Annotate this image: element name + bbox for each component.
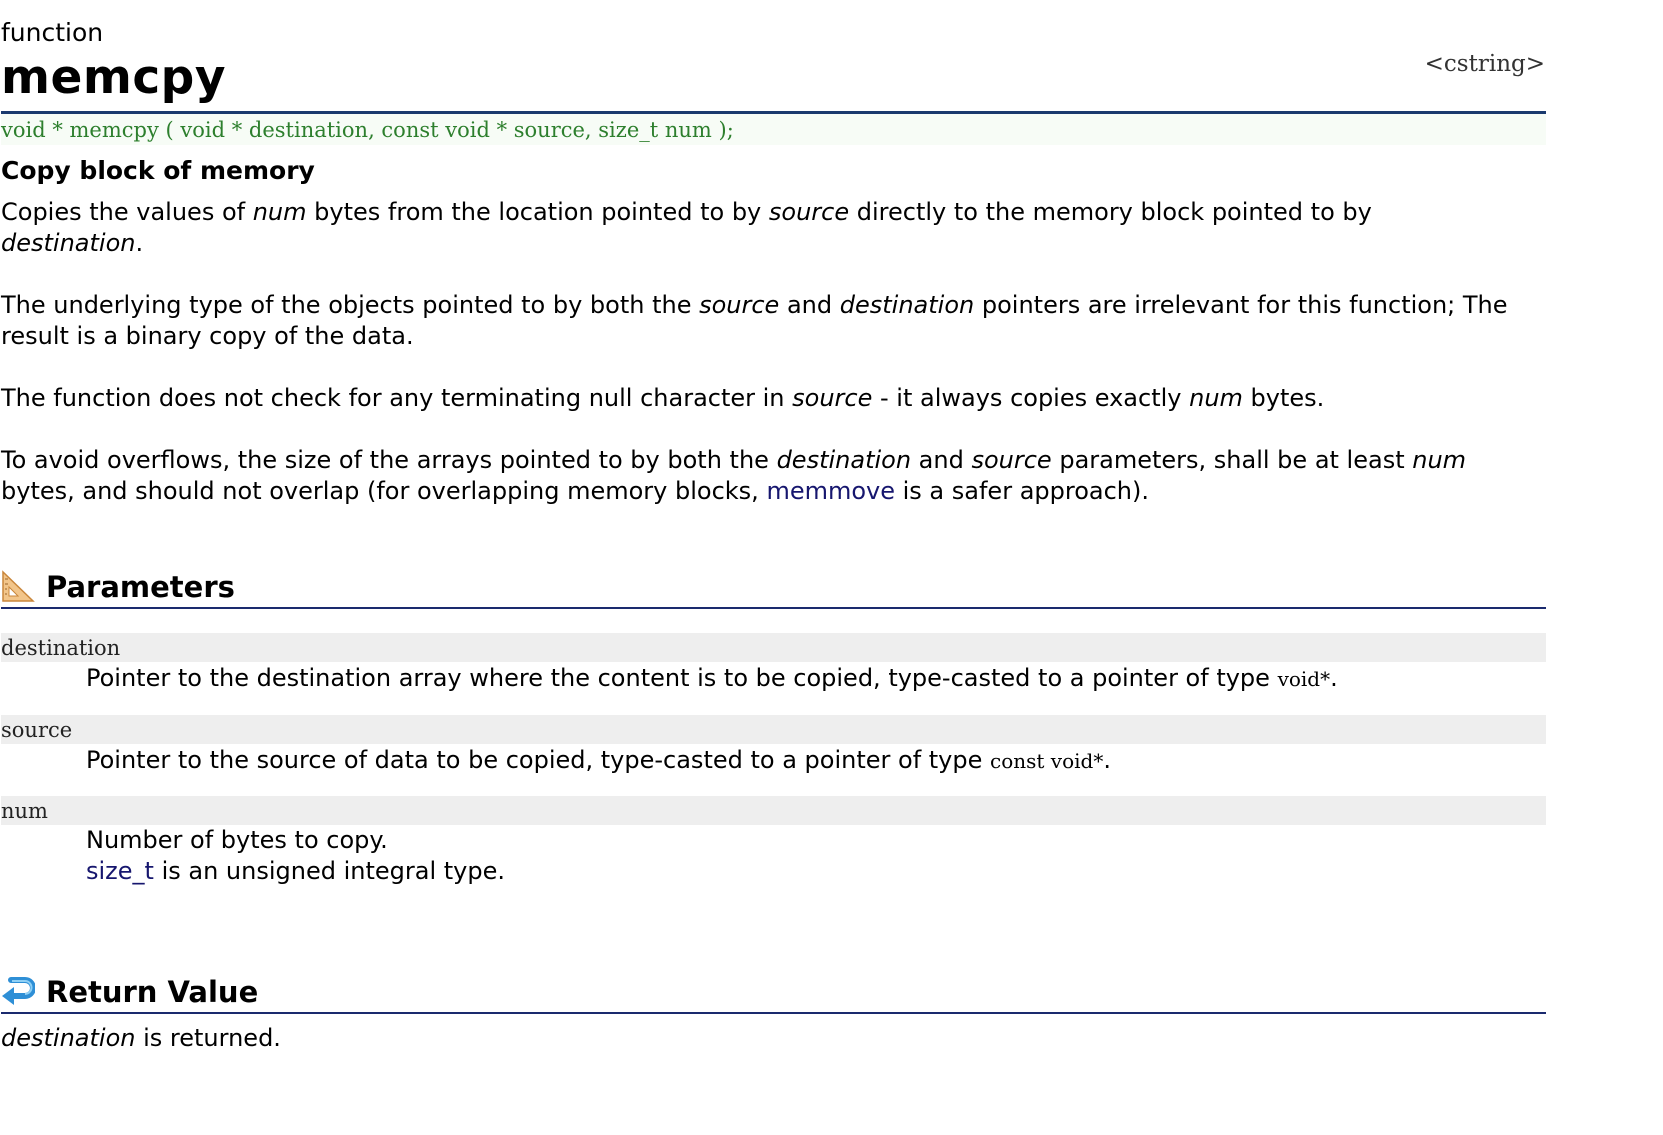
param-name-source: source (1, 715, 1546, 744)
text: - it always copies exactly (872, 384, 1190, 412)
text: Pointer to the source of data to be copied, type-casted to a pointer of type (86, 746, 991, 774)
param-ref: destination (839, 291, 975, 319)
text: The function does not check for any terminating null character in (1, 384, 793, 412)
page-title: memcpy (1, 50, 226, 105)
text: parameters, shall be at least (1051, 446, 1413, 474)
param-desc-source (86, 745, 1526, 777)
param-ref: num (252, 198, 307, 226)
param-ref: destination (1, 229, 136, 257)
text: pointers are irrelevant for this function; The result is a binary copy of the data. (1, 291, 1508, 350)
text: is a safer approach). (895, 477, 1149, 505)
return-value-title: Return Value (46, 975, 259, 1009)
param-name-num: num (1, 796, 1546, 825)
param-ref: destination (1, 1024, 136, 1052)
text: The underlying type of the objects pointed to by both the (1, 291, 700, 319)
text: . (135, 229, 144, 257)
header-link[interactable]: <cstring> (1424, 51, 1545, 77)
param-ref: source (792, 384, 873, 412)
description-paragraph (1, 197, 1521, 259)
param-ref: source (699, 291, 780, 319)
description-paragraph (1, 383, 1521, 414)
param-ref: source (971, 446, 1052, 474)
return-value-text (1, 1023, 281, 1054)
text: To avoid overflows, the size of the arrays pointed to by both the (1, 446, 777, 474)
parameters-title: Parameters (46, 570, 235, 604)
return-arrow-icon (1, 974, 35, 1008)
text: Number of bytes to copy. (86, 826, 388, 854)
description-paragraph (1, 445, 1521, 507)
param-name-destination: destination (1, 633, 1546, 662)
param-ref: num (1189, 384, 1243, 412)
type-code: void* (1277, 667, 1331, 691)
function-prototype: void * memcpy ( void * destination, const void * source, size_t num ); (1, 114, 1546, 145)
text: directly to the memory block pointed to by (849, 198, 1372, 226)
param-desc-num (86, 825, 1526, 887)
text: . (1103, 746, 1111, 774)
function-summary: Copy block of memory (1, 156, 315, 185)
param-desc-destination (86, 663, 1526, 695)
text: bytes from the location pointed to by (306, 198, 769, 226)
param-ref: num (1412, 446, 1467, 474)
text: is an unsigned integral type. (153, 857, 505, 885)
text: Pointer to the destination array where the content is to be copied, type-casted to a pointer of type (86, 664, 1278, 692)
description-paragraph (1, 290, 1521, 352)
text: Copies the values of (1, 198, 253, 226)
description (1, 197, 1521, 538)
return-value-heading (1, 972, 1546, 1014)
memmove-link[interactable]: memmove (766, 477, 895, 505)
text: is returned. (135, 1024, 281, 1052)
param-ref: source (768, 198, 850, 226)
text: bytes, and should not overlap (for overlapping memory blocks, (1, 477, 767, 505)
size-t-link[interactable]: size_t (86, 857, 154, 885)
text: and (911, 446, 972, 474)
text: . (1330, 664, 1338, 692)
param-ref: destination (776, 446, 912, 474)
entity-kind: function (1, 18, 104, 47)
type-code: const void* (990, 749, 1104, 773)
parameters-heading (1, 567, 1546, 609)
size-t-note (86, 856, 1526, 887)
text: and (779, 291, 840, 319)
ruler-triangle-icon (1, 569, 35, 603)
text: bytes. (1242, 384, 1325, 412)
